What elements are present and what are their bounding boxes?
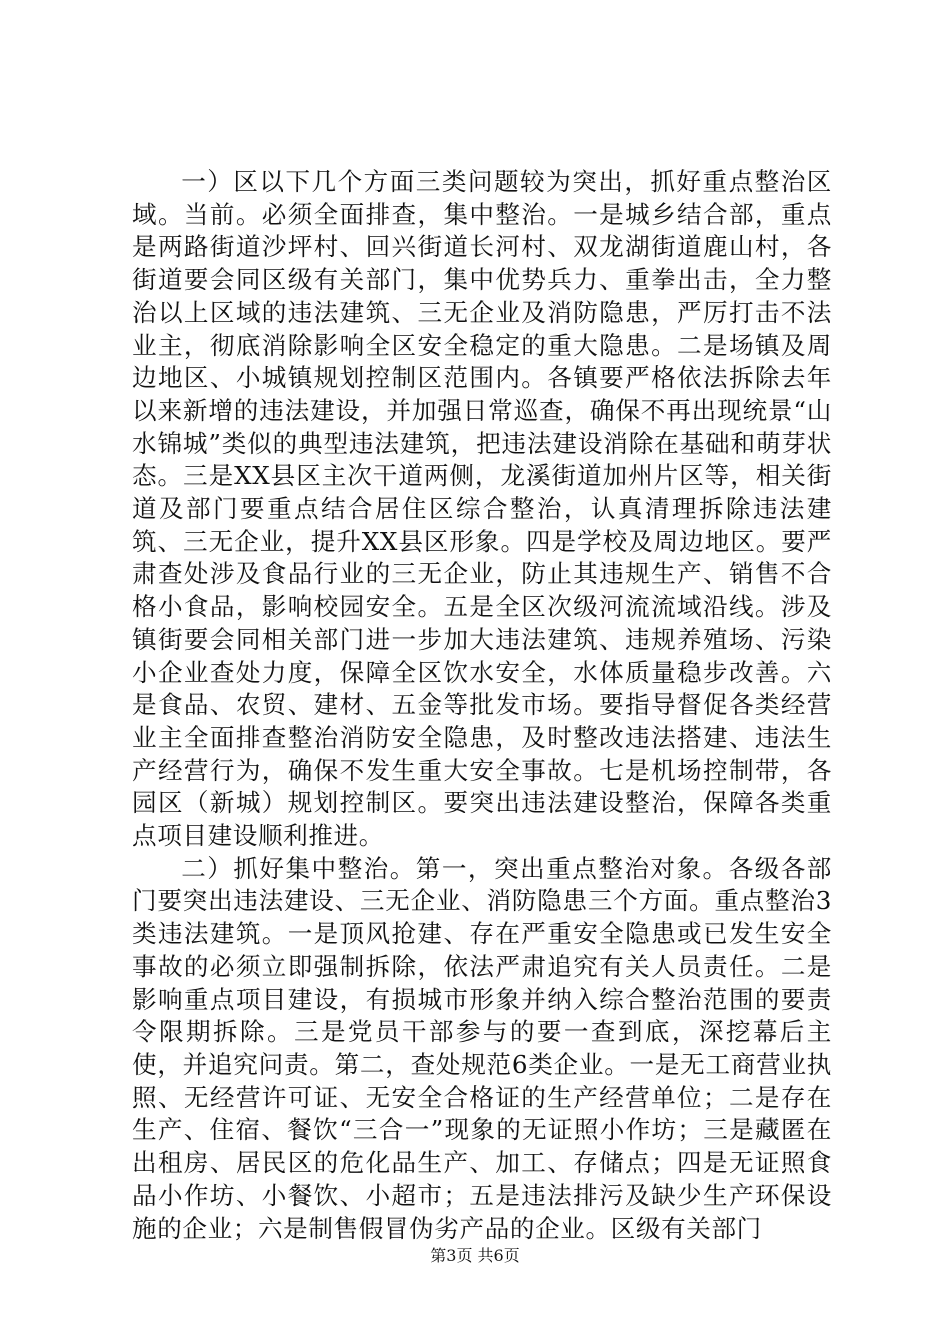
page-footer: 第3页 共6页 [430, 1246, 520, 1265]
paragraph-two: 二）抓好集中整治。第一，突出重点整治对象。各级各部门要突出违法建设、三无企业、消防隐患三个方面。重点整治3类违法建筑。一是顶风抢建、存在严重安全隐患或已发生安全事故的必须立即强制拆除，依法严肃追究有关人员责任。二是影响重点项目建设，有损城市形象并纳入综合整治范围的要责令限期拆除。三是党员干部参与的要一查到底，深挖幕后主使，并追究问责。第二，查处规范6类企业。一是无工商营业执照、无经营许可证、无安全合格证的生产经营单位；二是存在生产、住宿、餐饮“三合一”现象的无证照小作坊；三是藏匿在出租房、居民区的危化品生产、加工、存储点；四是无证照食品小作坊、小餐饮、小超市；五是违法排污及缺少生产环保设施的企业；六是制售假冒伪劣产品的企业。区级有关部门 [132, 853, 832, 1243]
document-body [132, 166, 832, 1245]
paragraph-one: 一）区以下几个方面三类问题较为突出，抓好重点整治区域。当前。必须全面排查，集中整治。一是城乡结合部，重点是两路街道沙坪村、回兴街道长河村、双龙湖街道鹿山村，各街道要会同区级有关部门，集中优势兵力、重拳出击，全力整治以上区域的违法建筑、三无企业及消防隐患，严厉打击不法业主，彻底消除影响全区安全稳定的重大隐患。二是场镇及周边地区、小城镇规划控制区范围内。各镇要严格依法拆除去年以来新增的违法建设，并加强日常巡查，确保不再出现统景“山水锦城”类似的典型违法建筑，把违法建设消除在基础和萌芽状态。三是XX县区主次干道两侧，龙溪街道加州片区等，相关街道及部门要重点结合居住区综合整治，认真清理拆除违法建筑、三无企业，提升XX县区形象。四是学校及周边地区。要严肃查处涉及食品行业的三无企业，防止其违规生产、销售不合格小食品，影响校园安全。五是全区次级河流流域沿线。涉及镇街要会同相关部门进一步加大违法建筑、违规养殖场、污染小企业查处力度，保障全区饮水安全，水体质量稳步改善。六是食品、农贸、建材、五金等批发市场。要指导督促各类经营业主全面排查整治消防安全隐患，及时整改违法搭建、违法生产经营行为，确保不发生重大安全事故。七是机场控制带，各园区（新城）规划控制区。要突出违法建设整治，保障各类重点项目建设顺利推进。 [132, 167, 832, 851]
